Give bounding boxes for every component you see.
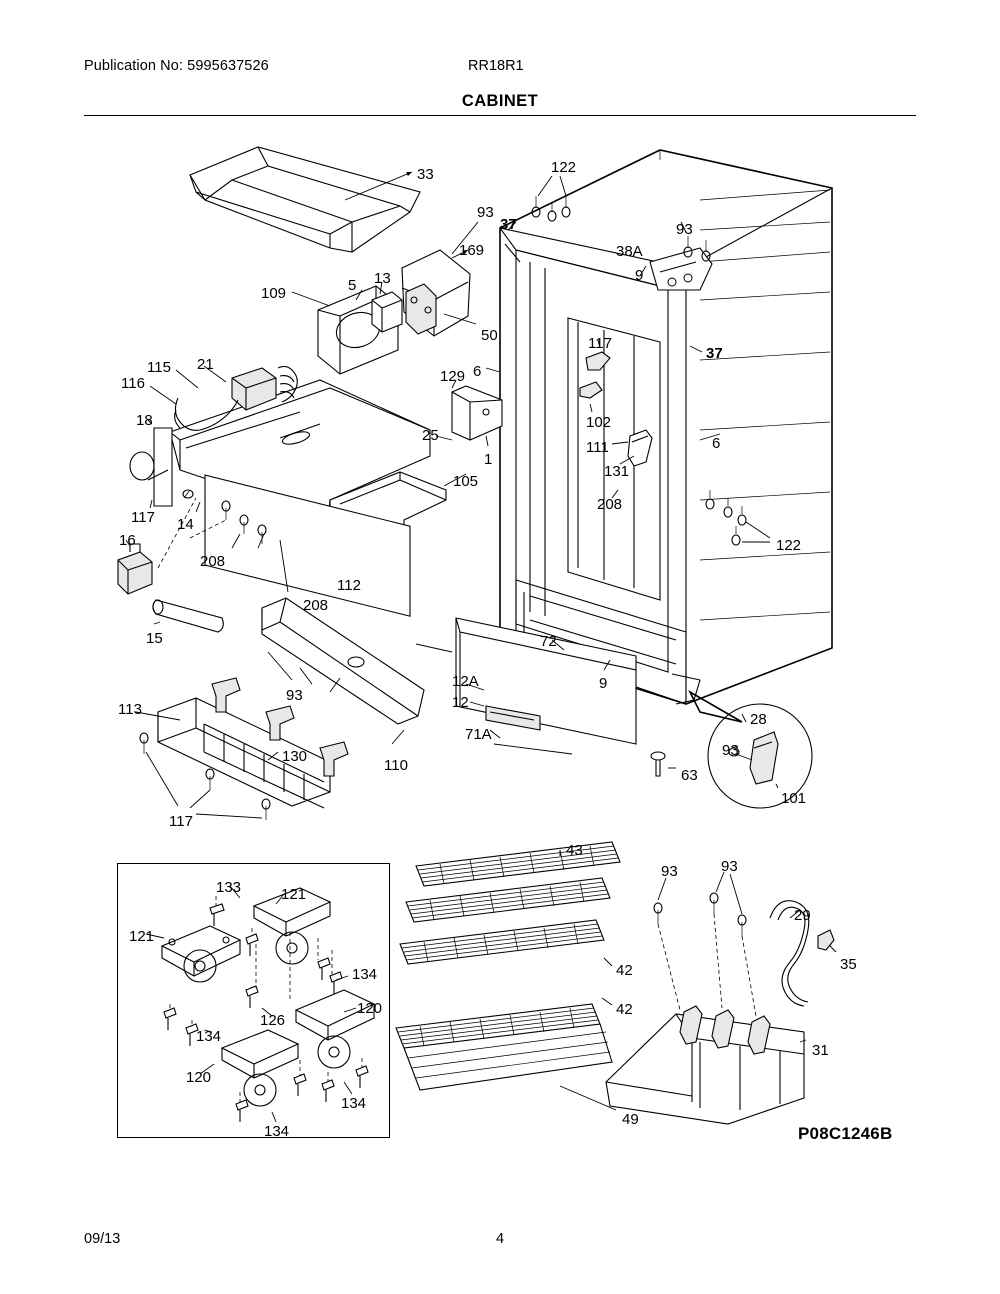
part-callout-105: 105	[453, 473, 479, 490]
part-callout-116: 116	[121, 375, 145, 392]
part-callout-113: 113	[118, 701, 142, 718]
part-callout-9: 9	[599, 675, 608, 692]
part-callout-117: 117	[131, 509, 155, 526]
part-callout-72: 72	[540, 633, 557, 650]
part-callout-121: 121	[281, 886, 307, 903]
part-callout-130: 130	[282, 748, 308, 765]
part-callout-6: 6	[712, 435, 721, 452]
part-callout-129: 129	[440, 368, 466, 385]
part-callout-93: 93	[286, 687, 303, 704]
part-deck-assembly	[150, 366, 446, 616]
part-callout-50: 50	[481, 327, 498, 344]
part-callout-35: 35	[840, 956, 857, 973]
part-callout-109: 109	[261, 285, 287, 302]
publication-number: Publication No: 5995637526	[84, 58, 269, 74]
part-callout-93: 93	[721, 858, 738, 875]
part-callout-134: 134	[352, 966, 378, 983]
part-callout-37: 37	[500, 216, 517, 233]
part-callout-18: 18	[136, 412, 153, 429]
part-callout-208: 208	[597, 496, 623, 513]
part-callout-9: 9	[635, 267, 644, 284]
part-shelves	[396, 842, 620, 1110]
part-callout-122: 122	[776, 537, 802, 554]
part-callout-208: 208	[303, 597, 329, 614]
part-callout-1: 1	[484, 451, 493, 468]
part-callout-42: 42	[616, 962, 633, 979]
drawing-code: P08C1246B	[798, 1124, 893, 1143]
part-callout-102: 102	[586, 414, 612, 431]
part-callout-21: 21	[197, 356, 214, 373]
footer-date: 09/13	[84, 1231, 121, 1247]
part-callout-31: 31	[812, 1042, 829, 1059]
part-callout-71A: 71A	[465, 726, 492, 743]
part-callout-38A: 38A	[616, 243, 643, 260]
part-113-grille	[136, 678, 348, 820]
part-callout-14: 14	[177, 516, 194, 533]
part-callout-134: 134	[264, 1123, 290, 1140]
part-callout-93: 93	[661, 863, 678, 880]
part-cabinet-body	[500, 150, 832, 704]
part-callout-28: 28	[750, 711, 767, 728]
part-callout-6: 6	[473, 363, 482, 380]
part-callout-134: 134	[196, 1028, 222, 1045]
part-callout-169: 169	[459, 242, 485, 259]
part-callout-93: 93	[722, 742, 739, 759]
part-callout-93: 93	[676, 221, 693, 238]
part-callout-12: 12	[452, 694, 469, 711]
part-129-bracket	[452, 380, 502, 446]
part-callout-112: 112	[337, 577, 361, 594]
part-callout-37: 37	[706, 345, 723, 362]
part-callout-15: 15	[146, 630, 163, 647]
part-callout-93: 93	[477, 204, 494, 221]
part-callout-110: 110	[384, 757, 408, 774]
part-169-bracket	[402, 222, 478, 336]
part-callout-13: 13	[374, 270, 391, 287]
part-callout-122: 122	[551, 159, 577, 176]
part-screws-top	[532, 176, 570, 221]
part-63-screw	[651, 752, 676, 776]
part-callout-115: 115	[147, 359, 171, 376]
model-number: RR18R1	[468, 58, 524, 74]
part-callout-12A: 12A	[452, 673, 479, 690]
part-callout-16: 16	[119, 532, 136, 549]
part-callout-208: 208	[200, 553, 226, 570]
page-title: CABINET	[461, 92, 539, 110]
part-callout-5: 5	[348, 277, 357, 294]
footer-page-number: 4	[495, 1231, 505, 1247]
part-callout-120: 120	[357, 1000, 383, 1017]
part-33-top-rail	[190, 147, 420, 252]
part-callout-101: 101	[781, 790, 807, 807]
part-callout-134: 134	[341, 1095, 367, 1112]
part-callout-117: 117	[169, 813, 193, 830]
part-callout-33: 33	[417, 166, 434, 183]
part-callout-43: 43	[566, 842, 583, 859]
part-callout-117: 117	[588, 335, 612, 352]
part-callout-111: 111	[586, 439, 609, 456]
part-callout-25: 25	[422, 427, 439, 444]
part-callout-49: 49	[622, 1111, 639, 1128]
part-screws-122-lower	[706, 490, 770, 545]
part-callout-29: 29	[794, 907, 811, 924]
part-callout-42: 42	[616, 1001, 633, 1018]
part-callout-120: 120	[186, 1069, 212, 1086]
part-callout-63: 63	[681, 767, 698, 784]
part-callout-126: 126	[260, 1012, 286, 1029]
part-110-handle	[262, 598, 424, 744]
part-callout-121: 121	[129, 928, 155, 945]
part-callout-133: 133	[216, 879, 242, 896]
part-callout-131: 131	[604, 463, 630, 480]
